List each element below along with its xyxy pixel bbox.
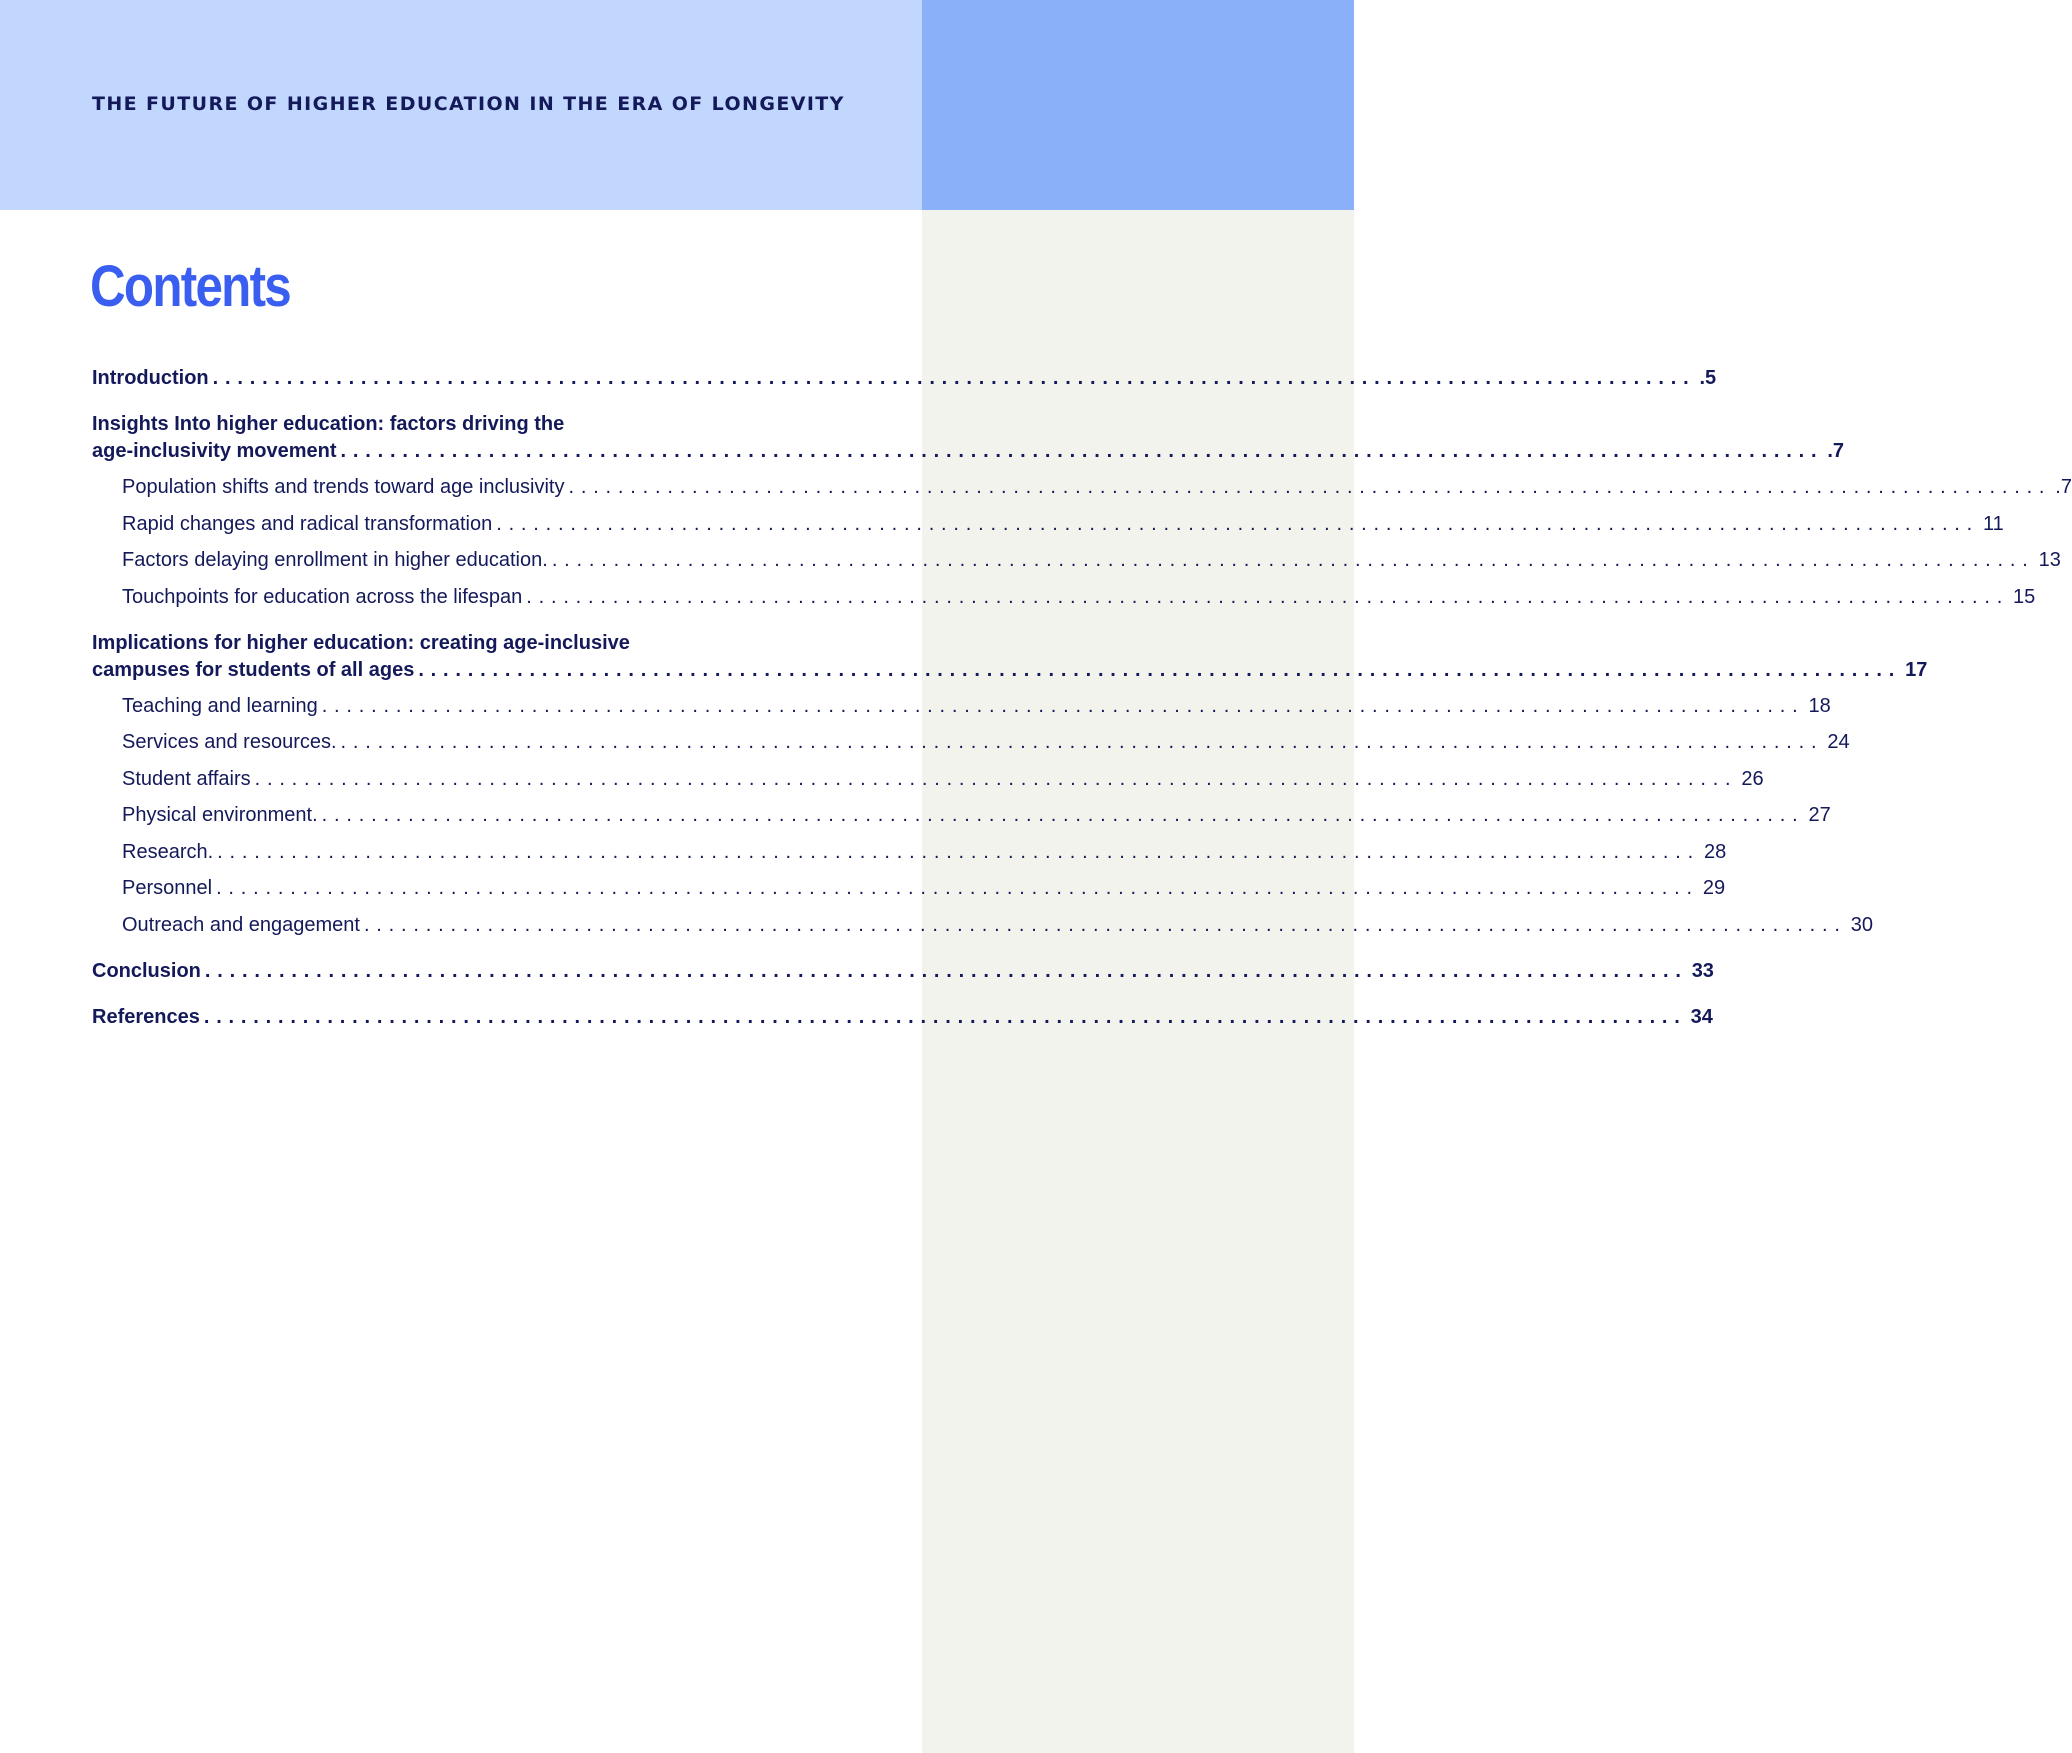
toc-entry-title-line1: Implications for higher education: creating age-inclusive — [92, 631, 630, 654]
dot-leader: ........................................................................................................................ — [212, 367, 1696, 389]
dot-leader: ........................................................................................................................ — [363, 913, 1847, 936]
toc-entry-title: Services and resources. — [122, 731, 337, 753]
toc-entry-title: Personnel — [122, 877, 213, 899]
toc-entry-title-line1: Insights Into higher education: factors driving the — [92, 413, 565, 435]
toc-entry-outreach-engagement[interactable] — [92, 912, 1873, 939]
dot-leader: ........................................................................................................................ — [496, 512, 1980, 535]
dot-leader: ........................................................................................................................ — [321, 804, 1805, 826]
dot-leader: ........................................................................................................................ — [551, 549, 2035, 571]
toc-entry-population-shifts[interactable] — [92, 474, 2072, 501]
toc-entry-title: Student affairs — [122, 767, 251, 790]
toc-entry-implications[interactable] — [92, 630, 1928, 684]
toc-entry-title: Touchpoints for education across the lifespan — [122, 585, 523, 608]
toc-entry-conclusion[interactable] — [92, 958, 1714, 985]
dot-leader: ........................................................................................................................ — [217, 840, 1700, 863]
header-corner-block — [922, 0, 1354, 210]
toc-entry-title: Physical environment. — [122, 804, 318, 826]
toc-entry-insights[interactable] — [92, 411, 1845, 465]
toc-entry-touchpoints[interactable] — [92, 584, 2036, 611]
toc-entry-title: campuses for students of all ages — [92, 658, 415, 681]
toc-entry-student-affairs[interactable] — [92, 766, 1764, 793]
toc-entry-page: 28 — [1703, 840, 1727, 863]
toc-entry-page: 33 — [1691, 959, 1714, 982]
toc-entry-title: Conclusion — [92, 959, 201, 982]
toc-entry-title: Population shifts and trends toward age inclusivity — [122, 476, 565, 498]
toc-entry-factors-delaying[interactable] — [92, 547, 2061, 574]
toc-entry-page: .7 — [1827, 440, 1845, 462]
toc-entry-title: Introduction — [92, 367, 209, 389]
dot-leader: ........................................................................................................................ — [340, 440, 1824, 462]
toc-entry-page: .7 — [2055, 476, 2072, 498]
toc-entry-title: Research. — [122, 840, 214, 863]
toc-entry-page: 15 — [2013, 585, 2036, 608]
toc-entry-title: Factors delaying enrollment in higher education. — [122, 549, 548, 571]
toc-entry-teaching-learning[interactable] — [92, 693, 1831, 720]
dot-leader: ........................................................................................................................ — [418, 658, 1902, 681]
dot-leader: ........................................................................................................................ — [526, 585, 2010, 608]
toc-entry-references[interactable] — [92, 1004, 1713, 1031]
dot-leader: ........................................................................................................................ — [254, 767, 1738, 790]
toc-entry-page: 30 — [1850, 913, 1873, 936]
dot-leader: ........................................................................................................................ — [568, 476, 2052, 498]
toc-entry-title: age-inclusivity movement — [92, 440, 337, 462]
toc-entry-page: 11 — [1983, 512, 2004, 535]
dot-leader: ........................................................................................................................ — [216, 877, 1699, 899]
toc-entry-introduction[interactable] — [92, 365, 1717, 392]
dot-leader: ........................................................................................................................ — [203, 1005, 1687, 1028]
toc-entry-page: 27 — [1808, 804, 1831, 826]
toc-entry-title: References — [92, 1005, 200, 1028]
contents-heading: Contents — [90, 254, 291, 319]
toc-entry-page: 18 — [1808, 694, 1831, 717]
toc-entry-physical-environment[interactable] — [92, 802, 1831, 829]
toc-entry-page: 17 — [1905, 658, 1928, 681]
dot-leader: ........................................................................................................................ — [204, 959, 1688, 982]
toc-entry-title: Outreach and engagement — [122, 913, 360, 936]
document-title: THE FUTURE OF HIGHER EDUCATION IN THE ERA OF LONGEVITY — [92, 93, 845, 115]
toc-entry-research[interactable] — [92, 839, 1727, 866]
dot-leader: ........................................................................................................................ — [321, 694, 1805, 717]
toc-entry-page: 13 — [2038, 549, 2061, 571]
toc-entry-title: Teaching and learning — [122, 694, 318, 717]
toc-entry-page: 26 — [1741, 767, 1764, 790]
toc-entry-services-resources[interactable] — [92, 729, 1850, 756]
toc-entry-title: Rapid changes and radical transformation — [122, 512, 493, 535]
toc-entry-page: 29 — [1702, 877, 1726, 899]
toc-entry-page: .5 — [1699, 367, 1717, 389]
toc-entry-personnel[interactable] — [92, 875, 1726, 902]
dot-leader: ........................................................................................................................ — [340, 731, 1824, 753]
toc-entry-rapid-changes[interactable] — [92, 511, 2004, 538]
toc-entry-page: 24 — [1827, 731, 1850, 753]
toc-entry-page: 34 — [1690, 1005, 1713, 1028]
table-of-contents — [92, 365, 2072, 1031]
